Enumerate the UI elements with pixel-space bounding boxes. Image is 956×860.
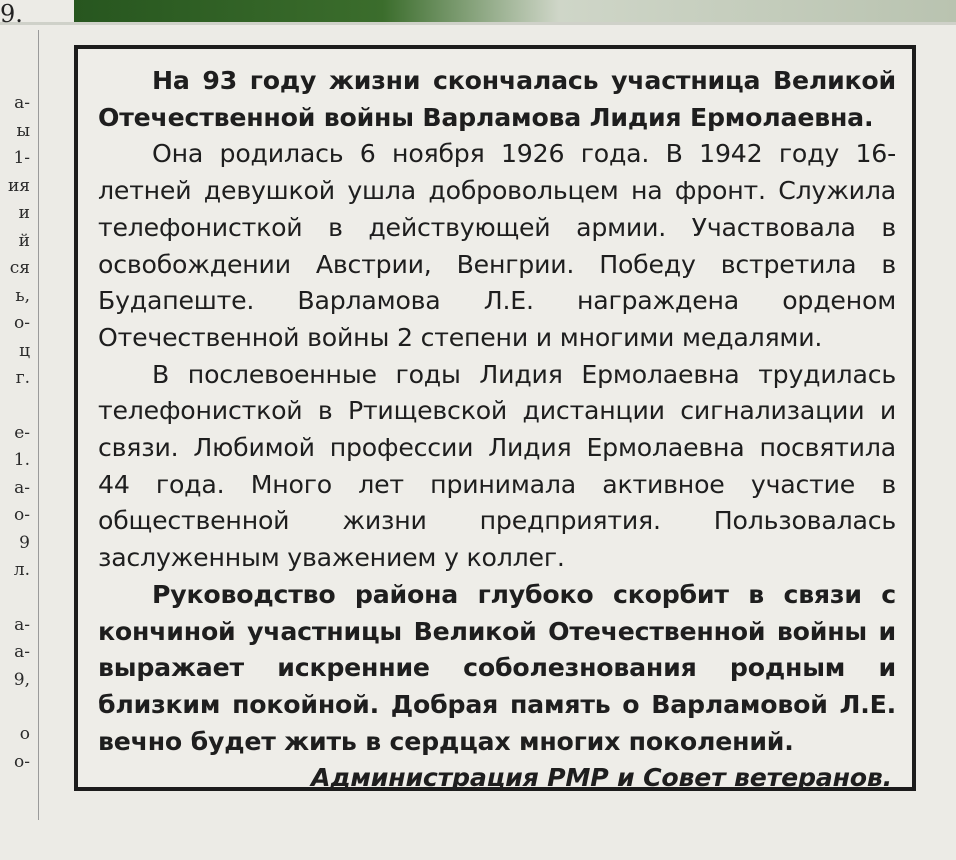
fragment: ия: [7, 175, 30, 196]
fragment: е-: [14, 422, 30, 443]
fragment: а-: [14, 477, 30, 498]
obituary-headline: На 93 году жизни скончалась участница Великой Отечественной войны Варламова Лидия Ермолаевна.: [98, 66, 896, 132]
fragment: а-: [14, 642, 30, 662]
fragment: ь,: [15, 285, 30, 306]
obituary-condolence: Руководство района глубоко скорбит в связи с кончиной участницы Великой Отечественной войны и выражает искренние соболезнования родным и близким покойной. Добрая память о Варламовой Л.Е. вечно будет жить в сердцах многих поколений.: [98, 579, 896, 756]
fragment: о-: [14, 505, 30, 525]
column-rule: [38, 30, 39, 820]
header-divider: [0, 22, 956, 25]
fragment: и: [18, 203, 30, 223]
header-photo-strip: [74, 0, 956, 22]
page-number: 9.: [0, 0, 23, 28]
fragment: о: [19, 724, 30, 744]
fragment: ы: [16, 120, 30, 141]
obituary-box: [74, 45, 916, 791]
fragment: а-: [14, 93, 30, 113]
obituary-text: [98, 63, 896, 797]
fragment: й: [18, 230, 30, 251]
fragment: о-: [14, 313, 30, 333]
fragment: 9,: [13, 669, 30, 690]
fragment: ся: [9, 258, 30, 278]
fragment: ц: [19, 340, 30, 361]
fragment: л.: [13, 560, 30, 580]
obituary-paragraph-postwar: В послевоенные годы Лидия Ермолаевна трудилась телефонисткой в Ртищевской дистанции сигнализации и связи. Любимой профессии Лидия Ермолаевна посвятила 44 года. Много лет принимала активное участие в общественной жизни предприятия. Пользовалась заслуженным уважением у коллег.: [98, 359, 896, 573]
fragment: г.: [15, 368, 30, 388]
fragment: 1.: [13, 450, 30, 470]
adjacent-column-fragments: [0, 90, 30, 776]
fragment: 9: [19, 532, 30, 553]
fragment: 1-: [13, 148, 30, 168]
obituary-signature: Администрация РМР и Совет ветеранов.: [310, 763, 892, 793]
fragment: а-: [14, 614, 30, 635]
obituary-paragraph-biography: Она родилась 6 ноября 1926 года. В 1942 году 16-летней девушкой ушла добровольцем на фронт. Служила телефонисткой в действующей армии. Участвовала в освобождении Австрии, Венгрии. Победу встретила в Будапеште. Варламова Л.Е. награждена орденом Отечественной войны 2 степени и многими медалями.: [98, 139, 896, 352]
fragment: о-: [14, 751, 30, 772]
